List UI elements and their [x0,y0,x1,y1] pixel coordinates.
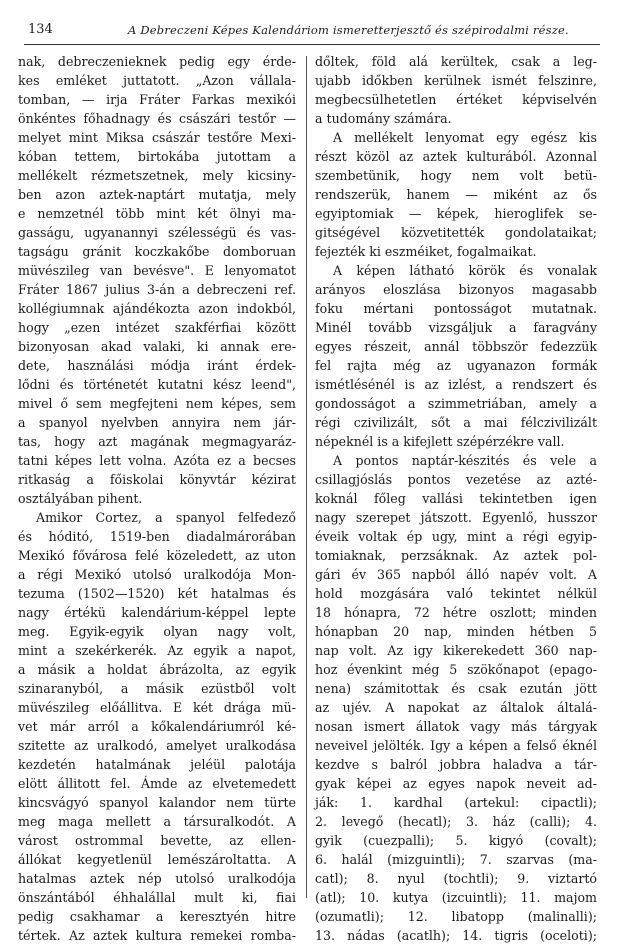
text-line: lődni és történetét kutatni kész leend", [18,377,296,392]
text-line: a régi Mexikó utolsó uralkodója Mon- [18,567,296,582]
text-line: hónapban 20 nap, minden hétben 5 [315,624,597,639]
text-line: Fráter 1867 julius 3-án a debreczeni ref. [18,282,296,297]
text-line: szinaranyból, a másik ezüstből volt [18,681,296,696]
text-line: tagságu gránit koczkakőbe domboruan [18,244,296,259]
text-line: Minél tovább vizsgáljuk a faragvány [315,320,597,335]
page-number: 134 [28,22,53,37]
text-line: 2. levegő (hecatl); 3. ház (calli); 4. [315,814,597,829]
text-line: 6. halál (mizguintli); 7. szarvas (ma- [315,852,597,867]
text-line: catl); 8. nyul (tochtli); 9. viztartó [315,871,597,886]
text-line: dőltek, föld alá kerültek, csak a leg- [315,54,597,69]
text-line: ismétlésénél is az izlést, a rendszert és [315,377,597,392]
text-line: rendszerük, hanem — miként az ős [315,187,597,202]
text-line: fel rajta még az ugyanazon formák [315,358,597,373]
text-line: osztályában pihent. [18,491,143,506]
text-line: gári év 365 napból álló napév volt. A [315,567,597,582]
text-line: müvészileg van bevésve". E lenyomatot [18,263,296,278]
right-text-column [315,52,597,945]
text-line: hogy „ezen intézet szakférfiai között [18,320,296,335]
text-line: tomiaknak, perzsáknak. Az aztek pol- [315,548,597,563]
text-line: (ozumatli); 12. libatopp (malinalli); [315,909,597,924]
text-line: kincsvágyó spanyol kalandor nem türte [18,795,296,810]
text-line: 13. nádas (acatlh); 14. tigris (oceloti); [315,928,597,943]
text-line: müvészileg előállitva. E két drága mü- [18,700,296,715]
text-line: gyik (cuezpalli); 5. kigyó (covalt); [315,833,597,848]
column-divider [306,56,307,898]
text-line: nena) számitottak és csak ezután jött [315,681,597,696]
text-line: a másik a holdat ábrázolta, az egyik [18,662,296,677]
text-line: önkéntes főhadnagy és császári testőr — [18,111,296,126]
text-line: kollégiumnak ajándékozta azon indokból, [18,301,296,316]
text-line: ben azon aztek-naptárt mutatja, mely [18,187,296,202]
text-line: csillagjóslás pontos vezetése az azté- [315,472,597,487]
text-line: dete, használási módja iránt érdek- [18,358,296,373]
text-line: mivel ő sem megfejteni nem képes, sem [18,396,296,411]
text-line: tas, hogy azt magának megmagyaráz- [18,434,296,449]
text-line: arányos eloszlása bizonyos magasabb [315,282,597,297]
text-line: koknál főleg vallási tekintetben igen [315,491,597,506]
text-line: A mellékelt lenyomat egy egész kis [333,130,597,145]
text-line: egyes részeit, annál többször fedezzük [315,339,597,354]
text-line: egyiptomiak — képek, hieroglifek se- [315,206,597,221]
text-line: nagy értékü kalendárium-képpel lepte [18,605,296,620]
text-line: bizonyosan akad valaki, ki annak ere- [18,339,296,354]
left-text-column [18,52,296,945]
text-line: a tudomány számára. [315,111,452,126]
text-line: ujabb időkben kerülnek ismét felszinre, [315,73,597,88]
text-line: állókat kegyetlenül lemészároltatta. A [18,852,296,867]
text-line: a spanyol nyelvben annyira nem jár- [18,415,296,430]
text-line: nosan ismert állatok vagy más tárgyak [315,719,597,734]
text-line: A képen látható körök és vonalak [333,263,597,278]
text-line: nagy szerepet játszott. Egyenlő, husszor [315,510,597,525]
text-line: elött állitott fel. Ámde az elvetemedett [18,776,296,791]
text-line: Mexikó fővárosa felé közeledett, az uton [18,548,296,563]
text-line: szembetünik, hogy nem volt betü- [315,168,597,183]
page-header [24,16,600,45]
text-line: vet már arról a kőkalendáriumról ké- [18,719,296,734]
text-line: önszántából éhhalállal mult ki, fiai [18,890,296,905]
text-line: hatalmas aztek nép utolsó uralkodója [18,871,296,886]
text-line: az ujév. A napokat az általok általá- [315,700,597,715]
text-line: (atl); 10. kutya (izcuintli); 11. majom [315,890,597,905]
text-line: kes emléket juttatott. „Azon vállala- [18,73,296,88]
text-line: kezdetén hatalmának jeléül palotája [18,757,296,772]
text-line: melyet mint Miksa császár testőre Mexi- [18,130,296,145]
text-line: hold mozgására való tekintet nélkül [315,586,597,601]
text-line: kóban tettem, birtokába jutottam a [18,149,296,164]
text-line: foku mértani pontosságot mutatnak. [315,301,597,316]
text-line: megbecsülhetetlen értéket képviselvén [315,92,597,107]
text-line: gyak képei az egyes napok neveit ad- [315,776,597,791]
text-line: e nemzetnél több mint két ölnyi ma- [18,206,296,221]
text-line: pedig csakhamar a keresztyén hitre [18,909,296,924]
text-line: tértek. Az aztek kultura remekei romba- [18,928,296,943]
text-line: meg maga mellett a társuralkodót. A [18,814,296,829]
text-line: várost ostrommal bevette, az ellen- [18,833,296,848]
text-line: hoz évenkint még 5 szökőnapot (epago- [315,662,597,677]
text-line: ják: 1. kardhal (artekul: cipactli); [315,795,597,810]
text-line: és hóditó, 1519-ben diadalmárorában [18,529,296,544]
text-line: tomban, — irja Fráter Farkas mexikói [18,92,296,107]
text-line: nap volt. Az igy kikerekedett 360 nap- [315,643,597,658]
text-line: nak, debreczenieknek pedig egy érde- [18,54,296,69]
text-line: A pontos naptár-készités és vele a [333,453,597,468]
text-line: gondosságot a szimmetriában, amely a [315,396,597,411]
text-line: mint a szekérkerék. Az egyik a napot, [18,643,296,658]
text-line: éveik voltak ép ugy, mint a régi egyip- [315,529,597,544]
text-line: részt közöl az aztek kulturából. Azonnal [315,149,597,164]
text-line: gitségével közvetitették gondolataikat; [315,225,597,240]
text-line: tezuma (1502—1520) két hatalmas és [18,586,296,601]
text-line: ritkaság a főiskolai könyvtár kézirat [18,472,296,487]
text-line: neveivel jelölték. Igy a képen a felső éknél [315,738,597,753]
text-line: népeknél is a kifejlett szépérzékre vall. [315,434,565,449]
text-line: fejezték ki eszméiket, fogalmaikat. [315,244,537,259]
text-line: tatni képes lett volna. Azóta ez a becses [18,453,296,468]
text-line: régi czivilizált, sőt a mai félczivilizált [315,415,597,430]
text-line: 18 hónapra, 72 hétre oszlott; minden [315,605,597,620]
text-line: gasságu, ugyanannyi szélességü és vas- [18,225,296,240]
text-line: kezdve s balról jobbra haladva a tár- [315,757,597,772]
text-line: szitette az uralkodó, amelyet uralkodása [18,738,296,753]
text-line: Amikor Cortez, a spanyol felfedező [36,510,296,525]
text-line: mellékelt rézmetszetnek, mely kicsiny- [18,168,296,183]
running-title: A Debreczeni Képes Kalendáriom ismeretterjesztő és szépirodalmi része. [128,23,569,37]
text-line: meg. Egyik-egyik olyan nagy volt, [18,624,296,639]
